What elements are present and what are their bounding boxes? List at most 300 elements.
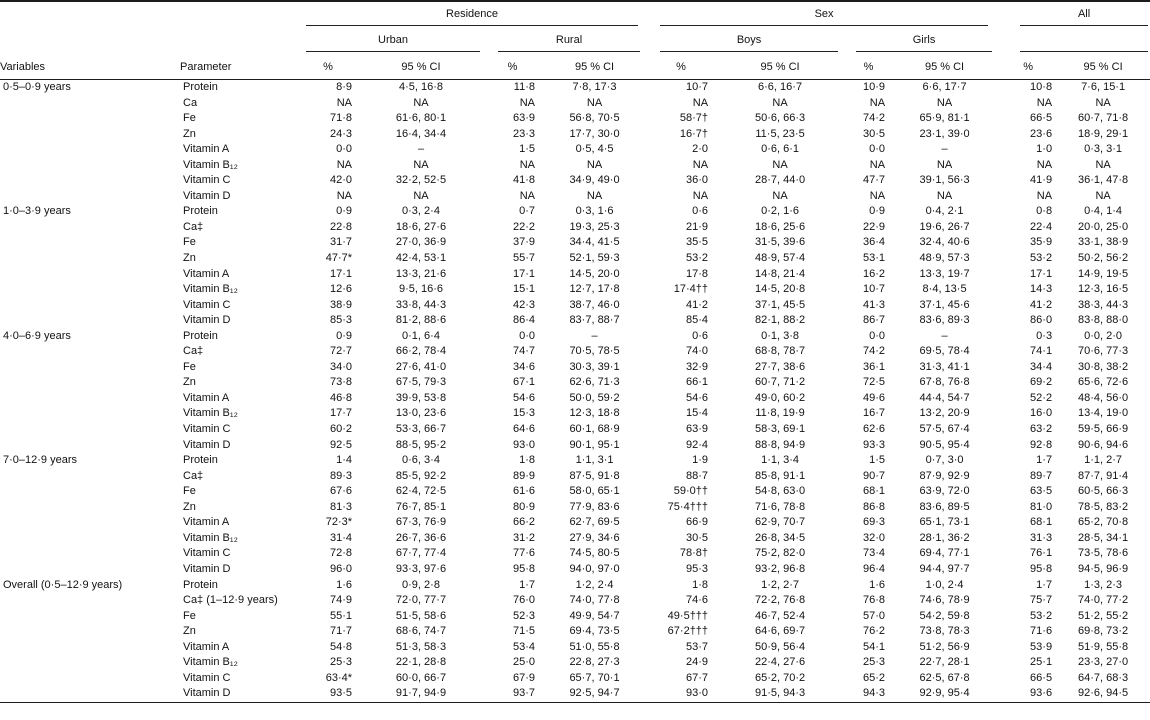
table-row bbox=[0, 298, 1150, 314]
pct-cell: 30·5 bbox=[686, 531, 709, 544]
ci-cell: 92·5, 94·7 bbox=[569, 687, 620, 700]
variables-cell bbox=[0, 609, 180, 625]
ci-cell: 23·1, 39·0 bbox=[919, 127, 970, 140]
parameter-cell: Vitamin D bbox=[183, 189, 231, 202]
parameter-cell: Vitamin D bbox=[183, 314, 231, 327]
pct-cell: 93·0 bbox=[686, 687, 709, 700]
ci-cell: 60·1, 68·9 bbox=[569, 423, 620, 436]
variables-cell: 1·0–3·9 years bbox=[3, 205, 71, 218]
pct-cell: 53·7 bbox=[686, 640, 709, 653]
ci-cell: 23·3, 27·0 bbox=[1078, 656, 1129, 669]
variables-cell bbox=[0, 406, 180, 422]
ci-cell: 57·5, 67·4 bbox=[919, 423, 970, 436]
ci-cell: 72·2, 76·8 bbox=[754, 594, 806, 607]
parameter-cell: Vitamin C bbox=[183, 671, 231, 684]
ci-cell: 91·7, 94·9 bbox=[395, 687, 447, 700]
residence-label: Residence bbox=[306, 8, 638, 26]
boys-label: Boys bbox=[660, 34, 838, 52]
parameter-cell: Zn bbox=[183, 500, 196, 513]
variables-cell bbox=[0, 189, 180, 205]
ci-cell: 18·9, 29·1 bbox=[1078, 127, 1129, 140]
ci-cell: 74·5, 80·5 bbox=[569, 547, 620, 560]
ci-cell: 6·6, 16·7 bbox=[758, 81, 803, 93]
parameter-cell: Ca‡ bbox=[183, 469, 204, 482]
pct-cell: 62·6 bbox=[863, 423, 886, 436]
table-row bbox=[0, 531, 1150, 547]
ci-cell: 90·5, 95·4 bbox=[919, 438, 970, 451]
variables-cell bbox=[0, 267, 180, 283]
ci-cell: 74·0, 77·8 bbox=[569, 594, 620, 607]
parameter-cell: Ca‡ bbox=[183, 345, 204, 358]
variables-cell bbox=[0, 531, 180, 547]
ci-cell: 22·1, 28·8 bbox=[395, 656, 447, 669]
variables-cell bbox=[0, 624, 180, 640]
variables-cell bbox=[0, 251, 180, 267]
ci-cell: 32·2, 52·5 bbox=[395, 174, 447, 187]
ci-cell: NA bbox=[586, 158, 603, 171]
ci-cell: 1·1, 2·7 bbox=[1084, 454, 1123, 467]
pct-cell: 10·7 bbox=[863, 283, 886, 296]
pct-cell: 74·9 bbox=[329, 594, 352, 607]
table-row bbox=[0, 360, 1150, 376]
ci-cell: 7·8, 17·3 bbox=[572, 81, 617, 93]
ci-cell: 62·5, 67·8 bbox=[919, 671, 970, 684]
pct-cell: 63·4* bbox=[325, 671, 352, 684]
pct-cell: NA bbox=[692, 96, 709, 109]
boys-pct-header: % bbox=[650, 52, 712, 80]
pct-cell: 68·1 bbox=[1030, 516, 1053, 529]
ci-cell: NA bbox=[936, 96, 953, 109]
ci-cell: 34·9, 49·0 bbox=[569, 174, 620, 187]
ci-cell: 0·1, 3·8 bbox=[761, 329, 799, 342]
pct-cell: 92·8 bbox=[1030, 438, 1053, 451]
pct-cell: 71·8 bbox=[329, 112, 352, 125]
pct-cell: 93·3 bbox=[863, 438, 886, 451]
pct-cell: 37·9 bbox=[512, 236, 535, 249]
ci-cell: 93·2, 96·8 bbox=[754, 562, 806, 575]
pct-cell: 17·1 bbox=[329, 267, 352, 280]
ci-cell: 18·6, 25·6 bbox=[754, 220, 806, 233]
table-row bbox=[0, 111, 1150, 127]
pct-cell: 71·5 bbox=[512, 625, 535, 638]
parameter-cell: Vitamin B₁₂ bbox=[183, 158, 238, 171]
variables-cell: Overall (0·5–12·9 years) bbox=[3, 578, 123, 591]
pct-cell: 72·5 bbox=[863, 376, 886, 389]
pct-cell: 1·9 bbox=[692, 454, 709, 467]
rural-label: Rural bbox=[498, 34, 640, 52]
ci-cell: 65·7, 70·1 bbox=[569, 671, 620, 684]
girls-label: Girls bbox=[856, 34, 992, 52]
pct-cell: 67·7 bbox=[686, 671, 709, 684]
ci-cell: 0·3, 1·6 bbox=[575, 205, 614, 218]
ci-cell: 30·3, 39·1 bbox=[569, 360, 620, 373]
ci-cell: 88·8, 94·9 bbox=[754, 438, 806, 451]
variables-cell bbox=[0, 298, 180, 314]
table-row bbox=[0, 189, 1150, 205]
pct-cell: 34·4 bbox=[1030, 360, 1053, 373]
variables-cell bbox=[0, 686, 180, 702]
variables-cell bbox=[0, 235, 180, 251]
pct-cell: 54·6 bbox=[512, 391, 535, 404]
pct-cell: 0·0 bbox=[519, 329, 535, 342]
pct-cell: 66·2 bbox=[512, 516, 535, 529]
pct-cell: 89·7 bbox=[1030, 469, 1053, 482]
pct-cell: NA bbox=[1036, 96, 1053, 109]
ci-cell: 83·7, 88·7 bbox=[569, 314, 620, 327]
pct-cell: 63·9 bbox=[512, 112, 535, 125]
ci-cell: 12·3, 16·5 bbox=[1078, 283, 1129, 296]
girls-ci-header: 95 % CI bbox=[889, 52, 1000, 80]
pct-cell: NA bbox=[336, 189, 352, 202]
urban-pct-header: % bbox=[300, 52, 356, 80]
pct-cell: 35·5 bbox=[686, 236, 709, 249]
pct-cell: 81·3 bbox=[329, 500, 352, 513]
ci-cell: 28·7, 44·0 bbox=[754, 174, 806, 187]
pct-cell: 85·3 bbox=[329, 314, 352, 327]
ci-cell: 50·6, 66·3 bbox=[754, 112, 806, 125]
all-label: All bbox=[1020, 8, 1148, 26]
parameter-cell: Vitamin B₁₂ bbox=[183, 407, 238, 420]
ci-cell: 11·8, 19·9 bbox=[755, 407, 805, 420]
ci-cell: 73·8, 78·3 bbox=[919, 625, 970, 638]
table-header bbox=[0, 1, 1150, 80]
ci-cell: 28·5, 34·1 bbox=[1078, 531, 1129, 544]
ci-cell: 22·8, 27·3 bbox=[569, 656, 620, 669]
variables-cell bbox=[0, 360, 180, 376]
ci-cell: 39·1, 56·3 bbox=[919, 174, 970, 187]
ci-cell: 90·6, 94·6 bbox=[1078, 438, 1129, 451]
ci-cell: 68·6, 74·7 bbox=[395, 625, 447, 638]
pct-cell: NA bbox=[692, 158, 709, 171]
pct-cell: 66·9 bbox=[686, 516, 709, 529]
table-row bbox=[0, 484, 1150, 500]
ci-cell: – bbox=[941, 329, 948, 342]
variables-cell: 7·0–12·9 years bbox=[3, 454, 77, 467]
ci-cell: 82·1, 88·2 bbox=[754, 314, 806, 327]
pct-cell: 36·1 bbox=[863, 360, 886, 373]
ci-cell: 67·7, 77·4 bbox=[395, 547, 447, 560]
pct-cell: 60·2 bbox=[329, 423, 352, 436]
col-subgroup-boys bbox=[650, 26, 848, 52]
ci-cell: 39·9, 53·8 bbox=[395, 391, 447, 404]
variables-cell bbox=[0, 313, 180, 329]
pct-cell: 63·9 bbox=[686, 423, 709, 436]
ci-cell: NA bbox=[936, 189, 953, 202]
table-row bbox=[0, 142, 1150, 158]
parameter-cell: Zn bbox=[183, 252, 196, 265]
pct-cell: 96·0 bbox=[329, 562, 352, 575]
pct-cell: 1·8 bbox=[519, 454, 535, 467]
pct-cell: 42·0 bbox=[329, 174, 352, 187]
pct-cell: 25·3 bbox=[329, 656, 352, 669]
ci-cell: 22·7, 28·1 bbox=[919, 656, 970, 669]
ci-cell: 27·0, 36·9 bbox=[395, 236, 447, 249]
ci-cell: 32·4, 40·6 bbox=[919, 236, 970, 249]
pct-cell: 24·9 bbox=[686, 656, 709, 669]
col-subgroup-rural bbox=[486, 26, 650, 52]
table-row bbox=[0, 220, 1150, 236]
pct-cell: 71·6 bbox=[1030, 625, 1053, 638]
ci-cell: 14·8, 21·4 bbox=[754, 267, 806, 280]
pct-cell: 73·8 bbox=[329, 376, 352, 389]
table-row bbox=[0, 609, 1150, 625]
pct-cell: 93·6 bbox=[1030, 687, 1053, 700]
pct-cell: 72·8 bbox=[329, 547, 352, 560]
ci-cell: 53·3, 66·7 bbox=[395, 423, 447, 436]
pct-cell: 31·3 bbox=[1030, 531, 1053, 544]
parameter-cell: Vitamin D bbox=[183, 438, 231, 451]
ci-cell: 63·9, 72·0 bbox=[919, 485, 970, 498]
pct-cell: 0·3 bbox=[1036, 329, 1053, 342]
ci-cell: NA bbox=[1095, 96, 1111, 109]
pct-cell: 25·0 bbox=[512, 656, 535, 669]
pct-cell: 76·1 bbox=[1030, 547, 1053, 560]
parameter-cell: Vitamin A bbox=[183, 391, 230, 404]
ci-cell: 75·2, 82·0 bbox=[754, 547, 806, 560]
ci-cell: 74·6, 78·9 bbox=[919, 594, 970, 607]
pct-cell: 1·5 bbox=[519, 143, 535, 156]
pct-cell: 47·7 bbox=[863, 174, 886, 187]
pct-cell: 0·9 bbox=[336, 205, 352, 218]
table-row bbox=[0, 96, 1150, 112]
ci-cell: 78·5, 83·2 bbox=[1078, 500, 1129, 513]
pct-cell: 1·7 bbox=[519, 578, 535, 591]
ci-cell: 85·8, 91·1 bbox=[754, 469, 806, 482]
ci-cell: 13·3, 21·6 bbox=[395, 267, 447, 280]
pct-cell: 16·7 bbox=[863, 407, 886, 420]
pct-cell: 1·7 bbox=[1036, 454, 1053, 467]
ci-cell: 60·0, 66·7 bbox=[395, 671, 447, 684]
pct-cell: 16·7† bbox=[679, 127, 709, 140]
pct-cell: 86·7 bbox=[863, 314, 886, 327]
ci-cell: 83·8, 88·0 bbox=[1078, 314, 1129, 327]
ci-cell: 36·1, 47·8 bbox=[1078, 174, 1129, 187]
pct-cell: 36·4 bbox=[863, 236, 886, 249]
pct-cell: 65·2 bbox=[863, 671, 886, 684]
col-group-all bbox=[1000, 1, 1150, 26]
parameter-cell: Protein bbox=[183, 81, 218, 93]
ci-cell: 65·9, 81·1 bbox=[919, 112, 970, 125]
pct-cell: 0·0 bbox=[869, 143, 886, 156]
pct-cell: 85·4 bbox=[686, 314, 709, 327]
ci-cell: NA bbox=[772, 96, 788, 109]
pct-cell: 53·1 bbox=[863, 252, 886, 265]
ci-cell: 0·0, 2·0 bbox=[1084, 329, 1123, 342]
ci-cell: 94·0, 97·0 bbox=[569, 562, 620, 575]
variables-column-header: Variables bbox=[0, 52, 180, 80]
ci-cell: 70·5, 78·5 bbox=[569, 345, 620, 358]
pct-cell: 2·0 bbox=[692, 143, 709, 156]
variables-cell bbox=[0, 96, 180, 112]
all-subgroup-rule bbox=[1020, 34, 1148, 52]
pct-cell: NA bbox=[519, 189, 535, 202]
ci-cell: 49·9, 54·7 bbox=[569, 609, 620, 622]
table-row bbox=[0, 251, 1150, 267]
parameter-cell: Vitamin D bbox=[183, 687, 231, 700]
pct-cell: 16·2 bbox=[863, 267, 886, 280]
parameter-cell: Vitamin C bbox=[183, 298, 231, 311]
pct-cell: 22·4 bbox=[1030, 220, 1053, 233]
pct-cell: 17·8 bbox=[686, 267, 709, 280]
ci-cell: 0·3, 2·4 bbox=[402, 205, 440, 218]
pct-cell: 46·8 bbox=[329, 391, 352, 404]
ci-cell: – bbox=[941, 143, 948, 156]
table-row bbox=[0, 235, 1150, 251]
ci-cell: 13·0, 23·6 bbox=[395, 407, 447, 420]
pct-cell: NA bbox=[519, 158, 535, 171]
parameter-cell: Fe bbox=[183, 236, 196, 249]
ci-cell: 16·4, 34·4 bbox=[395, 127, 447, 140]
pct-cell: 67·2††† bbox=[667, 625, 709, 638]
ci-cell: 71·6, 78·8 bbox=[754, 500, 806, 513]
ci-cell: 31·5, 39·6 bbox=[754, 236, 806, 249]
ci-cell: 42·4, 53·1 bbox=[395, 252, 447, 265]
ci-cell: 65·1, 73·1 bbox=[919, 516, 970, 529]
pct-cell: 90·7 bbox=[863, 469, 886, 482]
variables-cell bbox=[0, 111, 180, 127]
pct-cell: 17·7 bbox=[329, 407, 352, 420]
parameter-cell: Vitamin C bbox=[183, 174, 231, 187]
ci-cell: 0·6, 3·4 bbox=[402, 454, 440, 467]
pct-cell: 61·6 bbox=[512, 485, 535, 498]
ci-cell: 0·5, 4·5 bbox=[575, 143, 614, 156]
variables-cell bbox=[0, 593, 180, 609]
col-subgroup-girls bbox=[848, 26, 1000, 52]
ci-cell: 61·6, 80·1 bbox=[395, 112, 447, 125]
ci-cell: 77·9, 83·6 bbox=[569, 500, 620, 513]
ci-cell: 90·1, 95·1 bbox=[569, 438, 620, 451]
pct-cell: 1·5 bbox=[869, 454, 886, 467]
parameter-cell: Vitamin C bbox=[183, 547, 231, 560]
pct-cell: 71·7 bbox=[329, 625, 352, 638]
ci-cell: 62·4, 72·5 bbox=[395, 485, 447, 498]
pct-cell: 0·9 bbox=[336, 329, 352, 342]
pct-cell: 74·2 bbox=[863, 345, 886, 358]
all-ci-header: 95 % CI bbox=[1056, 52, 1150, 80]
pct-cell: 32·0 bbox=[863, 531, 886, 544]
ci-cell: NA bbox=[1095, 189, 1111, 202]
variables-cell bbox=[0, 375, 180, 391]
parameter-cell: Protein bbox=[183, 329, 218, 342]
pct-cell: 31·2 bbox=[512, 531, 535, 544]
pct-cell: 74·1 bbox=[1030, 345, 1053, 358]
ci-cell: 1·1, 3·4 bbox=[761, 454, 799, 467]
table-row bbox=[0, 686, 1150, 702]
ci-cell: 65·2, 70·2 bbox=[754, 671, 806, 684]
pct-cell: 52·2 bbox=[1030, 391, 1053, 404]
pct-cell: 76·2 bbox=[863, 625, 886, 638]
ci-cell: 30·8, 38·2 bbox=[1078, 360, 1129, 373]
pct-cell: 96·4 bbox=[863, 562, 886, 575]
pct-cell: 94·3 bbox=[863, 687, 886, 700]
pct-cell: 0·0 bbox=[336, 143, 352, 156]
parameter-cell: Zn bbox=[183, 127, 196, 140]
pct-cell: 63·2 bbox=[1030, 423, 1053, 436]
pct-cell: 73·4 bbox=[863, 547, 886, 560]
pct-cell: 74·6 bbox=[686, 594, 709, 607]
pct-cell: 53·2 bbox=[686, 252, 709, 265]
pct-cell: 15·4 bbox=[686, 407, 709, 420]
pct-cell: 92·4 bbox=[686, 438, 709, 451]
variables-cell bbox=[0, 158, 180, 174]
ci-cell: 26·8, 34·5 bbox=[754, 531, 806, 544]
variables-cell bbox=[0, 515, 180, 531]
ci-cell: 0·7, 3·0 bbox=[925, 454, 964, 467]
pct-cell: 17·4†† bbox=[673, 283, 709, 296]
pct-cell: 1·6 bbox=[336, 578, 352, 591]
ci-cell: 38·7, 46·0 bbox=[569, 298, 620, 311]
variables-cell bbox=[0, 546, 180, 562]
pct-cell: 0·8 bbox=[1036, 205, 1053, 218]
ci-cell: 27·7, 38·6 bbox=[754, 360, 806, 373]
variables-cell bbox=[0, 438, 180, 454]
pct-cell: NA bbox=[519, 96, 535, 109]
ci-cell: 51·3, 58·3 bbox=[395, 640, 447, 653]
pct-cell: 36·0 bbox=[686, 174, 709, 187]
parameter-cell: Zn bbox=[183, 376, 196, 389]
ci-cell: 1·2, 2·4 bbox=[575, 578, 614, 591]
ci-cell: 87·7, 91·4 bbox=[1078, 469, 1129, 482]
pct-cell: 8·9 bbox=[336, 81, 352, 93]
pct-cell: 0·7 bbox=[519, 205, 535, 218]
header-spacer bbox=[0, 1, 300, 26]
pct-cell: 0·9 bbox=[869, 205, 886, 218]
ci-cell: 1·2, 2·7 bbox=[761, 578, 799, 591]
ci-cell: 70·6, 77·3 bbox=[1078, 345, 1129, 358]
pct-cell: 53·2 bbox=[1030, 609, 1053, 622]
ci-cell: NA bbox=[413, 96, 429, 109]
ci-cell: 48·4, 56·0 bbox=[1078, 391, 1129, 404]
pct-cell: 41·9 bbox=[1030, 174, 1053, 187]
pct-cell: 32·9 bbox=[686, 360, 709, 373]
ci-cell: 50·0, 59·2 bbox=[569, 391, 620, 404]
parameter-cell: Vitamin B₁₂ bbox=[183, 283, 238, 296]
variables-cell bbox=[0, 127, 180, 143]
ci-cell: 60·7, 71·8 bbox=[1078, 112, 1129, 125]
pct-cell: 53·4 bbox=[512, 640, 535, 653]
col-subgroup-urban bbox=[300, 26, 486, 52]
pct-cell: 66·5 bbox=[1030, 112, 1053, 125]
pct-cell: 38·9 bbox=[329, 298, 352, 311]
urban-label: Urban bbox=[306, 34, 480, 52]
ci-cell: 69·8, 73·2 bbox=[1078, 625, 1129, 638]
variables-cell bbox=[0, 391, 180, 407]
ci-cell: 48·9, 57·4 bbox=[754, 252, 806, 265]
pct-cell: 35·9 bbox=[1030, 236, 1053, 249]
ci-cell: 48·9, 57·3 bbox=[919, 252, 970, 265]
pct-cell: 49·6 bbox=[863, 391, 886, 404]
pct-cell: 63·5 bbox=[1030, 485, 1053, 498]
ci-cell: 51·2, 55·2 bbox=[1078, 609, 1129, 622]
pct-cell: NA bbox=[869, 189, 886, 202]
pct-cell: 78·8† bbox=[679, 547, 709, 560]
all-pct-header: % bbox=[1000, 52, 1056, 80]
parameter-cell: Fe bbox=[183, 609, 196, 622]
ci-cell: 64·6, 69·7 bbox=[754, 625, 806, 638]
parameter-cell: Vitamin D bbox=[183, 562, 231, 575]
ci-cell: 0·4, 2·1 bbox=[925, 205, 964, 218]
pct-cell: 88·7 bbox=[686, 469, 709, 482]
ci-cell: 51·5, 58·6 bbox=[395, 609, 447, 622]
table-row bbox=[0, 671, 1150, 687]
ci-cell: 83·6, 89·3 bbox=[919, 314, 970, 327]
ci-cell: 14·5, 20·8 bbox=[754, 283, 806, 296]
pct-cell: 55·1 bbox=[329, 609, 352, 622]
ci-cell: 83·6, 89·5 bbox=[919, 500, 970, 513]
ci-cell: 26·7, 36·6 bbox=[395, 531, 447, 544]
pct-cell: 67·6 bbox=[329, 485, 352, 498]
pct-cell: 34·6 bbox=[512, 360, 535, 373]
